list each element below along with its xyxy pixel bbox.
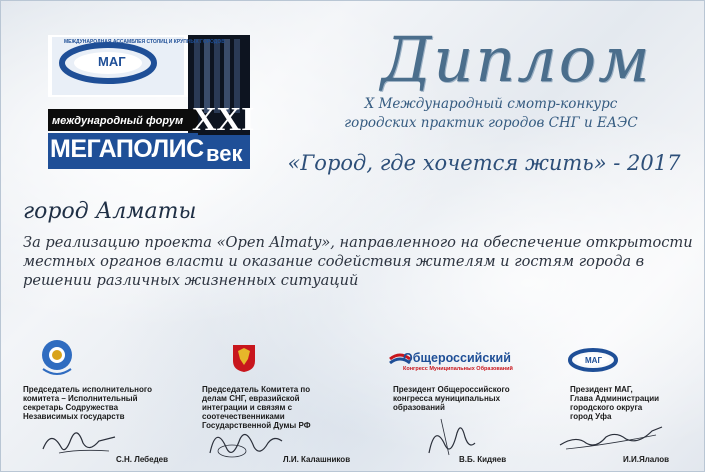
svg-text:МАГ: МАГ — [585, 356, 602, 365]
signature-lebedev — [39, 419, 119, 459]
logo-mag-text: МАГ — [98, 54, 126, 69]
logo-vek: век — [206, 141, 243, 166]
signatory-4-name: И.И.Ялалов — [623, 455, 670, 464]
signatory-2-name: Л.И. Калашников — [283, 455, 351, 464]
okmo-logo-subtitle: Конгресс Муниципальных Образований — [403, 366, 513, 372]
logo-roman-xxi: XXI — [192, 101, 255, 138]
signature-kidyaev — [421, 413, 481, 461]
signatory-4-position: Президент МАГ, Глава Администрации городского округа город Уфа — [570, 385, 660, 421]
signature-kalashnikov — [206, 417, 286, 463]
recipient-city: город Алматы — [23, 199, 197, 224]
award-reason: За реализацию проекта «Open Almaty», направленного на обеспечение открытости местных органов власти и оказание содействия жителям и гостям города в решении различных жизненных ситуаций — [23, 234, 693, 289]
diploma-title: Диплом — [381, 23, 652, 96]
russia-coat-of-arms-icon — [231, 343, 257, 373]
logo-line-megapolis: МЕГАПОЛИС — [50, 135, 204, 163]
okmo-logo-title: Общероссийский — [403, 351, 511, 365]
logo-ring-text: МЕЖДУНАРОДНАЯ АССАМБЛЕЯ СТОЛИЦ И КРУПНЫХ ГОРОДОВ — [64, 39, 225, 45]
contest-subtitle-1: X Международный смотр-конкурс — [364, 96, 618, 112]
signatory-2-position: Председатель Комитета по делам СНГ, евразийской интеграции и связям с соотечественниками Государственной Думы РФ — [202, 385, 311, 430]
contest-motto: «Город, где хочется жить» - 2017 — [287, 151, 681, 175]
signatory-3-position: Президент Общероссийского конгресса муниципальных образований — [393, 385, 510, 412]
signatory-1-name: С.Н. Лебедев — [116, 455, 169, 464]
megapolis-forum-logo — [48, 35, 255, 169]
signatory-3-name: В.Б. Кидяев — [459, 455, 507, 464]
contest-subtitle-2: городских практик городов СНГ и ЕАЭС — [344, 115, 638, 131]
signature-yalalov — [556, 421, 666, 455]
cis-emblem-icon — [41, 339, 73, 377]
logo-line-forum: международный форум — [52, 115, 184, 127]
mag-emblem-icon — [567, 347, 619, 373]
signatory-1-position: Председатель исполнительного комитета – Исполнительный секретарь Содружества Независимых государств — [23, 385, 152, 421]
